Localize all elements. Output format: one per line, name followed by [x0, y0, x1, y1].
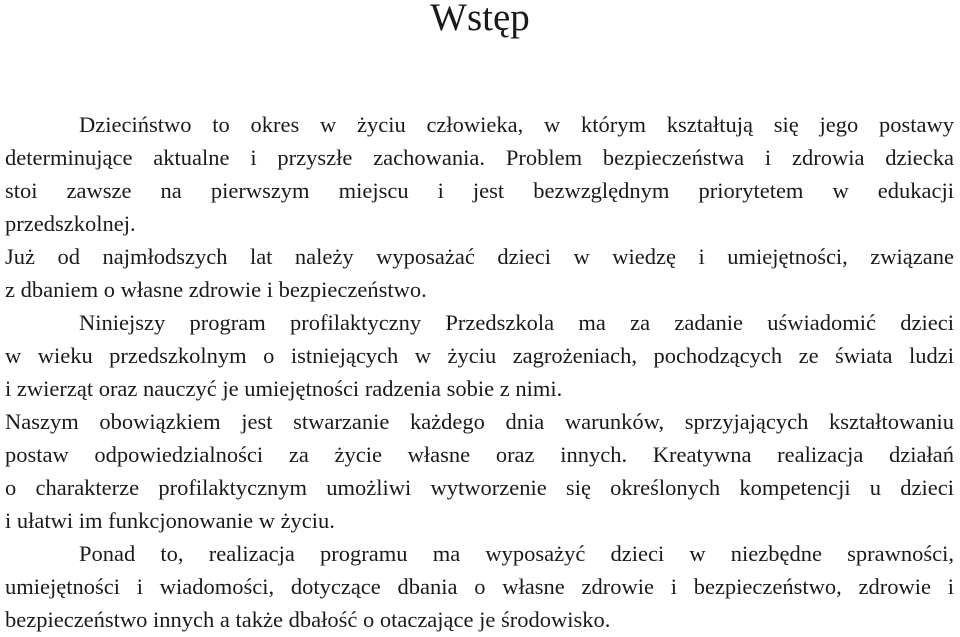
text-line: Już od najmłodszych lat należy wyposażać dzieci w wiedzę i umiejętności, związane	[5, 244, 954, 269]
text-line: bezpieczeństwo innych a także dbałość o otaczające je środowisko.	[5, 607, 611, 632]
text-line: w wieku przedszkolnym o istniejących w życiu zagrożeniach, pochodzących ze świata ludzi	[5, 343, 954, 368]
text-line: postaw odpowiedzialności za życie własne oraz innych. Kreatywna realizacja działań	[5, 442, 954, 467]
page-title: Wstęp	[430, 0, 530, 39]
text-line: determinujące aktualne i przyszłe zachowania. Problem bezpieczeństwa i zdrowia dziecka	[5, 145, 954, 170]
text-line: Ponad to, realizacja programu ma wyposażyć dzieci w niezbędne sprawności,	[79, 541, 954, 566]
text-line: stoi zawsze na pierwszym miejscu i jest bezwzględnym priorytetem w edukacji	[5, 178, 954, 203]
text-line: z dbaniem o własne zdrowie i bezpieczeństwo.	[5, 277, 427, 302]
text-line: Niniejszy program profilaktyczny Przedszkola ma za zadanie uświadomić dzieci	[79, 310, 954, 335]
text-line: Naszym obowiązkiem jest stwarzanie każdego dnia warunków, sprzyjających kształtowaniu	[5, 409, 954, 434]
text-line: o charakterze profilaktycznym umożliwi wytworzenie się określonych kompetencji u dzieci	[5, 475, 954, 500]
text-line: Dzieciństwo to okres w życiu człowieka, w którym kształtują się jego postawy	[79, 112, 954, 137]
text-line: i ułatwi im funkcjonowanie w życiu.	[5, 508, 335, 533]
text-line: umiejętności i wiadomości, dotyczące dbania o własne zdrowie i bezpieczeństwo, zdrowie i	[5, 574, 954, 599]
text-line: przedszkolnej.	[5, 211, 136, 236]
text-line: i zwierząt oraz nauczyć je umiejętności radzenia sobie z nimi.	[5, 376, 563, 401]
